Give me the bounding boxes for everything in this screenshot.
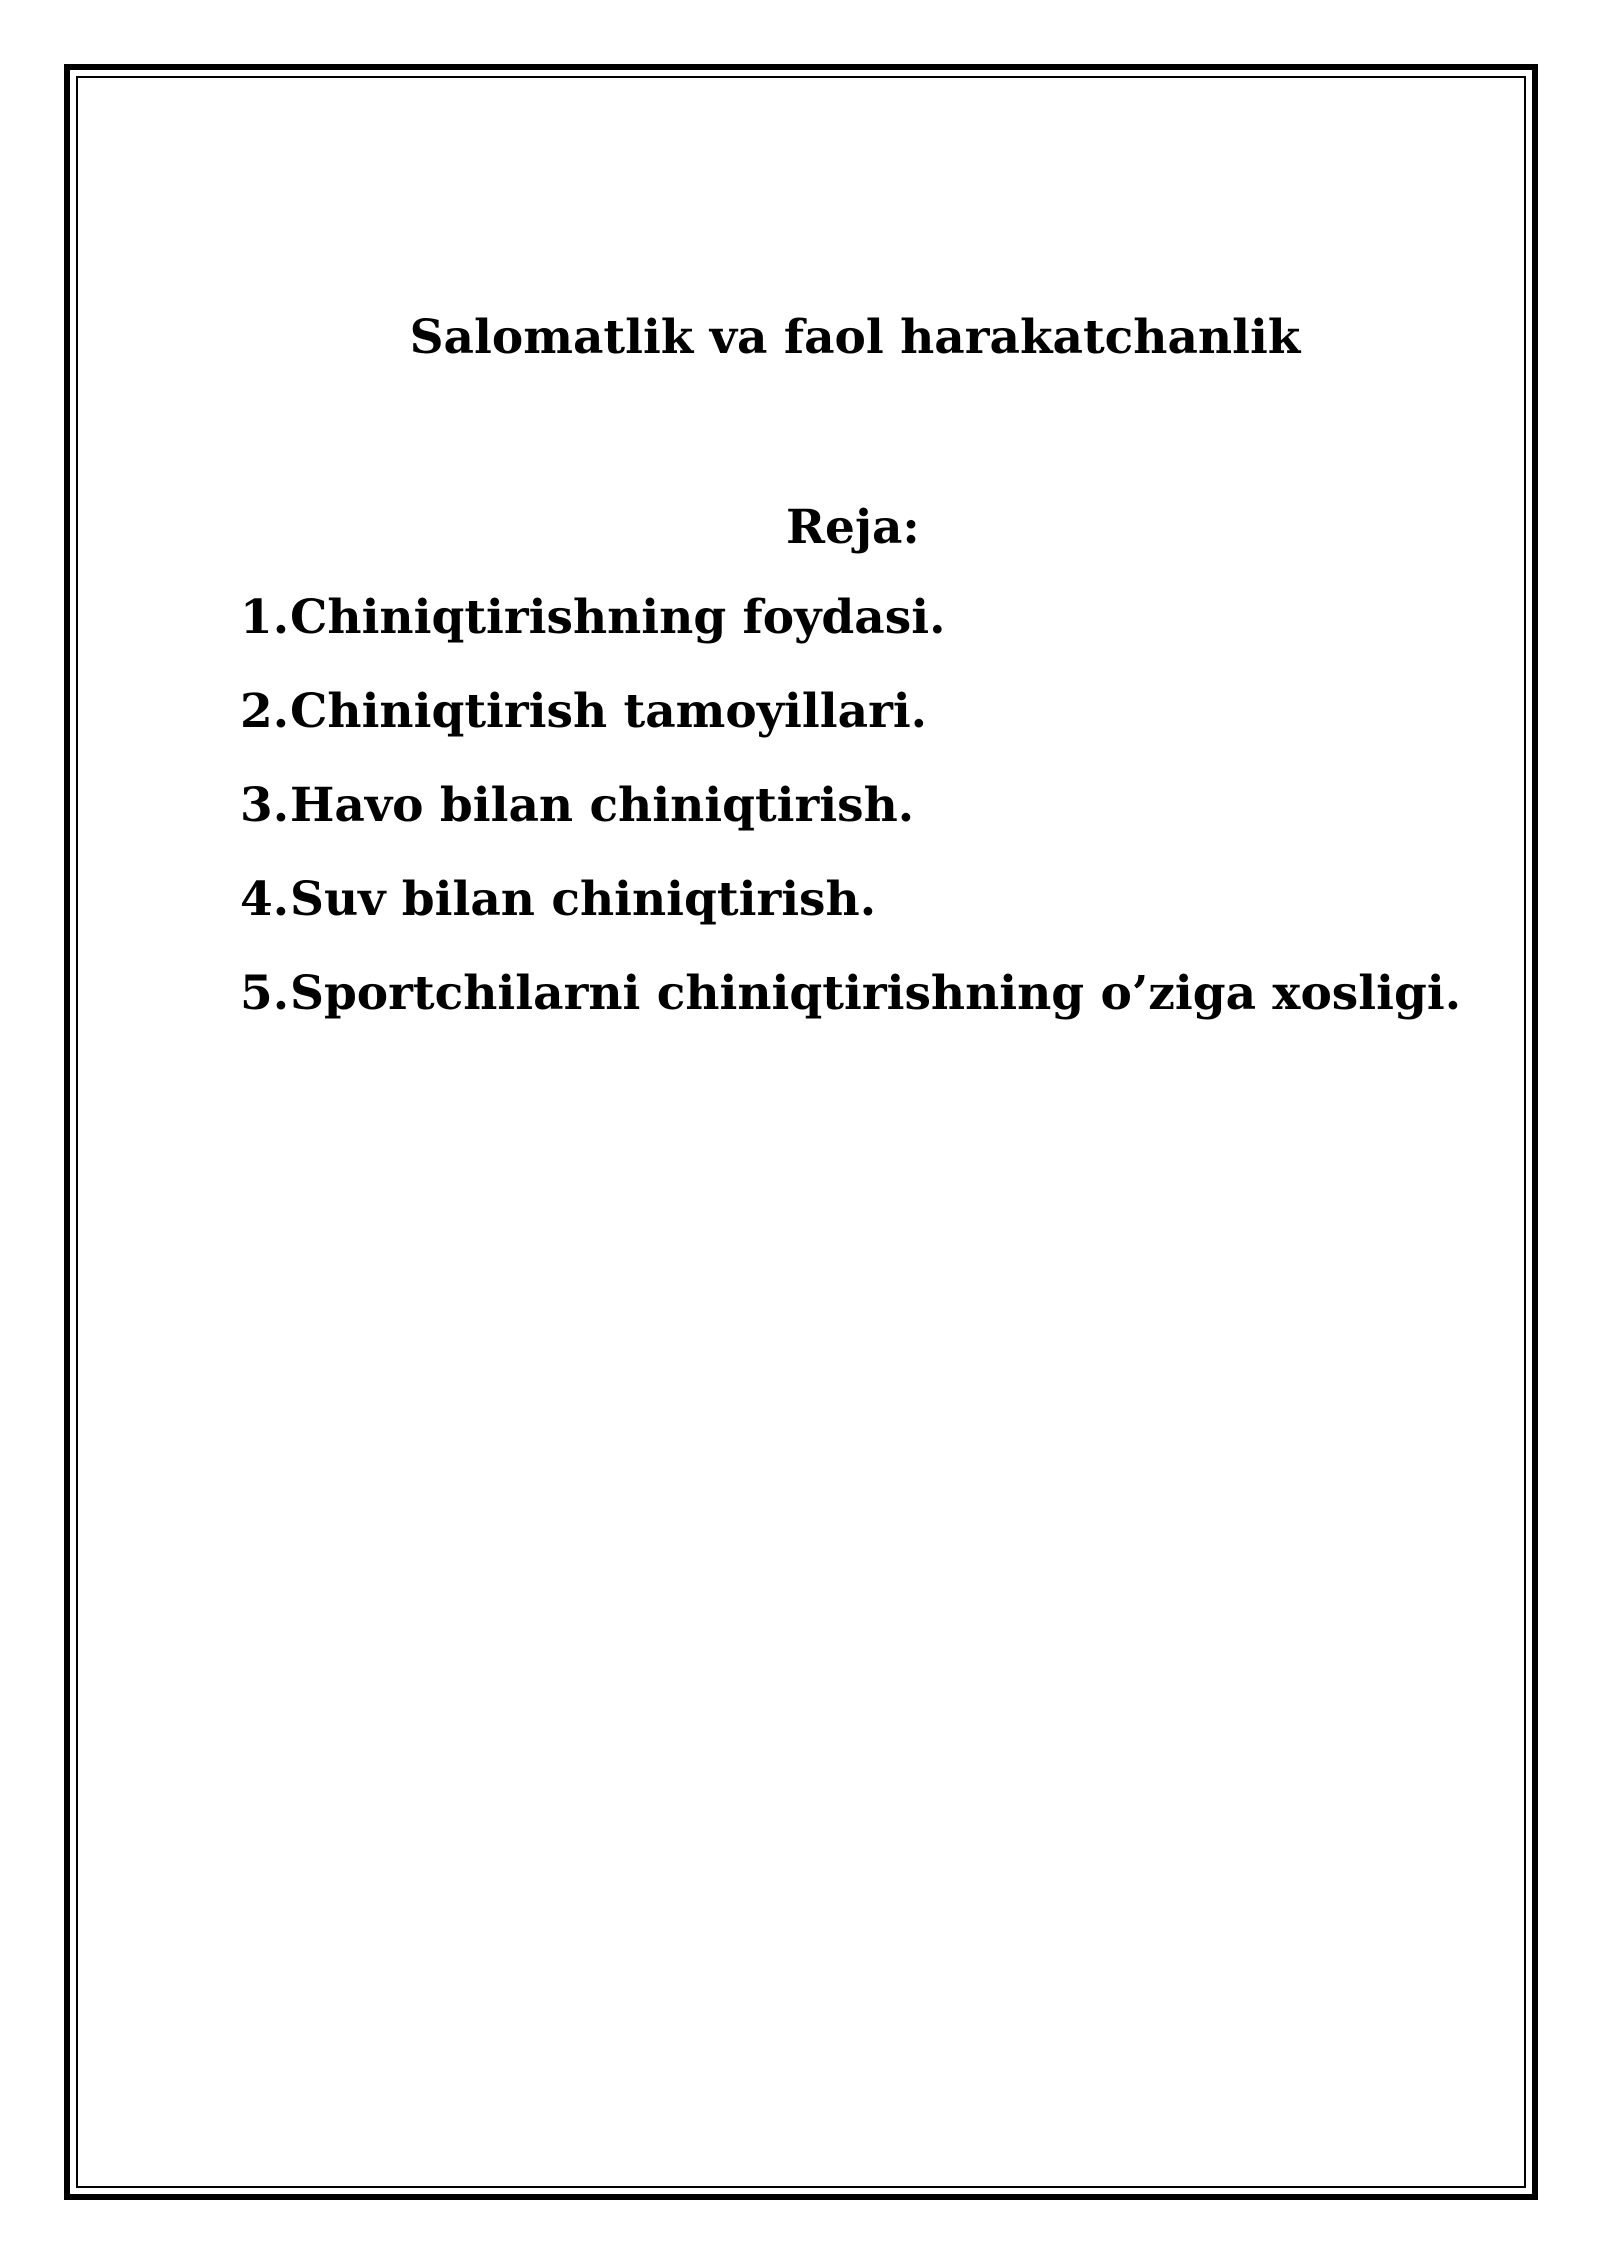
plan-item bbox=[240, 966, 1461, 1060]
plan-item-text: Chiniqtirishning foydasi. bbox=[290, 590, 946, 645]
plan-item bbox=[240, 684, 1461, 778]
plan-item bbox=[240, 590, 1461, 684]
plan-item-text: Havo bilan chiniqtirish. bbox=[290, 778, 915, 833]
plan-item-number: 3. bbox=[240, 778, 290, 833]
plan-item-number: 2. bbox=[240, 684, 290, 739]
plan-item-text: Suv bilan chiniqtirish. bbox=[290, 872, 877, 927]
plan-item-number: 4. bbox=[240, 872, 290, 927]
plan-item-text: Chiniqtirish tamoyillari. bbox=[290, 684, 928, 739]
document-title: Salomatlik va faol harakatchanlik bbox=[409, 310, 1301, 365]
plan-item bbox=[240, 778, 1461, 872]
plan-item-number: 5. bbox=[240, 966, 290, 1021]
page-border-inner bbox=[76, 76, 1526, 2188]
plan-item-text: Sportchilarni chiniqtirishning o’ziga xosligi. bbox=[290, 966, 1462, 1021]
plan-heading: Reja: bbox=[786, 500, 920, 555]
plan-list bbox=[240, 590, 1461, 1060]
plan-item bbox=[240, 872, 1461, 966]
plan-item-number: 1. bbox=[240, 590, 290, 645]
